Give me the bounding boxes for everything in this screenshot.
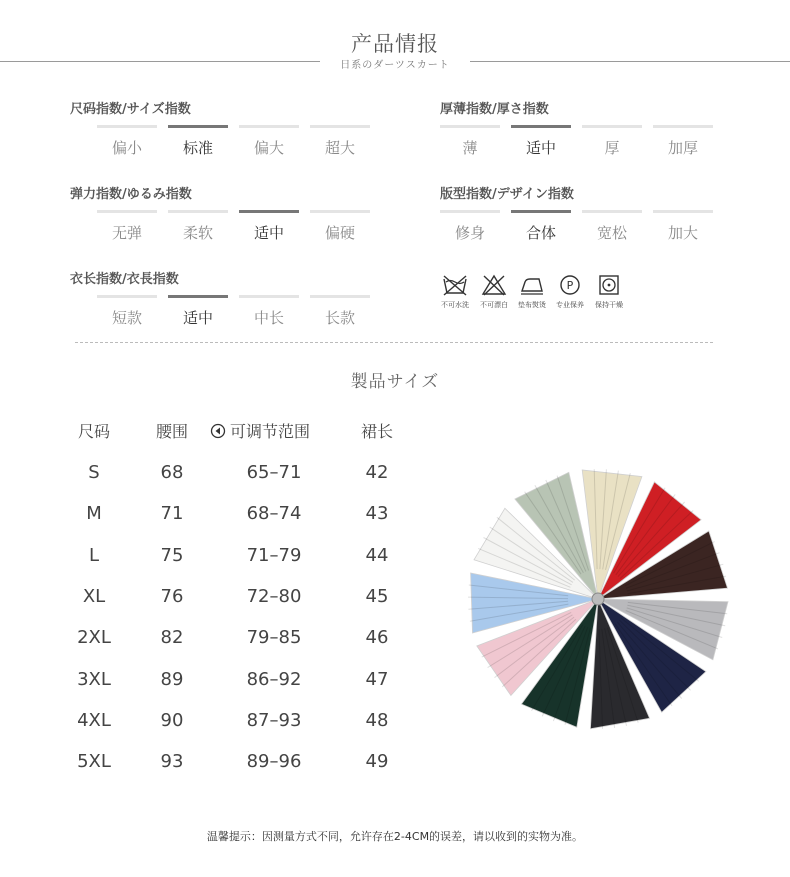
thickness-option-4 xyxy=(653,125,713,158)
option-label: 薄 xyxy=(462,139,478,157)
cell-adjust: 72–80 xyxy=(246,585,302,607)
cell-length: 44 xyxy=(365,544,389,566)
thickness-option-3 xyxy=(582,125,642,158)
option-label: 柔软 xyxy=(182,224,213,242)
care-label: 不可水洗 xyxy=(441,301,469,309)
care-label: 垫布熨烫 xyxy=(518,301,546,309)
cell-waist: 89 xyxy=(160,668,184,690)
option-bar xyxy=(168,125,228,128)
page-title: 产品情报 xyxy=(351,32,439,56)
cell-size: 2XL xyxy=(77,627,111,649)
cell-waist: 75 xyxy=(160,544,184,566)
elasticity-index-label: 弹力指数/ゆるみ指数 xyxy=(70,187,192,202)
svg-text:P: P xyxy=(566,279,574,292)
fit-index-label: 版型指数/デザイン指数 xyxy=(440,187,574,202)
length-index-label: 衣长指数/衣長指数 xyxy=(70,272,179,287)
header-adjust xyxy=(210,419,338,442)
cell-size: M xyxy=(86,503,102,525)
elasticity-option-4 xyxy=(310,210,370,243)
size-option-1 xyxy=(97,125,157,158)
option-label: 适中 xyxy=(525,139,556,157)
option-bar xyxy=(653,210,713,213)
length-option-2 xyxy=(168,295,228,328)
header-waist: 腰围 xyxy=(155,422,188,441)
no-machine-wash-icon xyxy=(442,274,468,296)
option-bar xyxy=(440,210,500,213)
option-bar xyxy=(239,295,299,298)
cell-size: XL xyxy=(82,585,106,607)
skirt-fan-image xyxy=(455,463,755,735)
cell-size: 3XL xyxy=(77,668,111,690)
option-bar xyxy=(310,210,370,213)
option-label: 修身 xyxy=(454,224,485,242)
option-bar xyxy=(239,210,299,213)
cell-length: 46 xyxy=(365,627,389,649)
option-bar xyxy=(97,125,157,128)
care-tumble-dry xyxy=(584,274,634,310)
option-label: 偏小 xyxy=(111,139,142,157)
cell-waist: 68 xyxy=(160,462,184,483)
option-bar xyxy=(511,125,571,128)
cell-length: 48 xyxy=(365,709,389,731)
cell-waist: 90 xyxy=(160,709,184,731)
option-label: 短款 xyxy=(111,309,142,327)
option-label: 偏硬 xyxy=(324,224,355,242)
care-label: 保持干燥 xyxy=(595,301,623,309)
iron-icon xyxy=(519,274,545,296)
option-bar xyxy=(582,210,642,213)
cell-size: 5XL xyxy=(77,751,111,773)
care-label: 不可漂白 xyxy=(480,301,508,309)
header-length: 裙长 xyxy=(360,422,393,441)
length-option-3 xyxy=(239,295,299,328)
option-label: 标准 xyxy=(182,139,213,157)
option-bar xyxy=(239,125,299,128)
size-option-4 xyxy=(310,125,370,158)
cell-length: 47 xyxy=(365,668,389,690)
option-label: 中长 xyxy=(253,309,284,327)
option-label: 加厚 xyxy=(667,139,698,157)
option-label: 无弹 xyxy=(111,224,142,242)
cell-adjust: 89–96 xyxy=(246,751,302,773)
cell-adjust: 86–92 xyxy=(246,668,302,690)
option-bar xyxy=(310,295,370,298)
option-bar xyxy=(168,295,228,298)
cell-adjust: 87–93 xyxy=(246,709,302,731)
tumble-dry-icon xyxy=(596,274,622,296)
option-label: 偏大 xyxy=(253,139,284,157)
elasticity-option-3 xyxy=(239,210,299,243)
cell-size: S xyxy=(88,462,100,483)
page-subtitle: 日系のダーツスカート xyxy=(340,60,450,71)
fit-option-1 xyxy=(440,210,500,243)
cell-waist: 93 xyxy=(160,751,184,773)
cell-waist: 71 xyxy=(160,503,184,525)
length-option-4 xyxy=(310,295,370,328)
elasticity-option-2 xyxy=(168,210,228,243)
fit-option-4 xyxy=(653,210,713,243)
size-option-3 xyxy=(239,125,299,158)
fit-option-3 xyxy=(582,210,642,243)
cell-waist: 76 xyxy=(160,585,184,607)
size-chart-title: 製品サイズ xyxy=(350,372,440,392)
cell-length: 45 xyxy=(365,585,389,607)
size-index-label: 尺码指数/サイズ指数 xyxy=(70,102,191,117)
care-label: 专业保养 xyxy=(556,301,584,309)
option-bar xyxy=(653,125,713,128)
fan-center-pin xyxy=(592,593,604,605)
no-bleach-icon xyxy=(481,274,507,296)
option-label: 厚 xyxy=(604,139,620,157)
option-label: 宽松 xyxy=(596,224,627,242)
measurement-note: 温馨提示：因测量方式不同，允许存在2-4CM的误差，请以收到的实物为准。 xyxy=(206,830,584,843)
thickness-option-1 xyxy=(440,125,500,158)
option-bar xyxy=(310,125,370,128)
option-bar xyxy=(97,295,157,298)
fit-option-2 xyxy=(511,210,571,243)
option-bar xyxy=(582,125,642,128)
cell-length: 49 xyxy=(365,751,389,773)
option-bar xyxy=(440,125,500,128)
length-option-1 xyxy=(97,295,157,328)
cell-adjust: 71–79 xyxy=(246,544,302,566)
option-label: 长款 xyxy=(324,309,355,327)
option-label: 适中 xyxy=(182,309,213,327)
cell-waist: 82 xyxy=(160,627,184,649)
cell-adjust: 65–71 xyxy=(246,462,302,483)
size-option-2 xyxy=(168,125,228,158)
header-size: 尺码 xyxy=(77,422,110,441)
cell-adjust: 68–74 xyxy=(246,503,302,525)
option-label: 加大 xyxy=(667,224,698,242)
option-bar xyxy=(511,210,571,213)
header-adjust-label: 可调节范围 xyxy=(230,422,311,441)
thickness-option-2 xyxy=(511,125,571,158)
arrow-left-circle-icon xyxy=(210,423,226,439)
section-divider xyxy=(75,342,713,343)
thickness-index-label: 厚薄指数/厚さ指数 xyxy=(440,102,549,117)
dry-clean-p-icon xyxy=(557,274,583,296)
option-bar xyxy=(168,210,228,213)
cell-length: 42 xyxy=(365,462,389,483)
cell-adjust: 79–85 xyxy=(246,627,302,649)
elasticity-option-1 xyxy=(97,210,157,243)
cell-size: 4XL xyxy=(77,709,111,731)
cell-length: 43 xyxy=(365,503,389,525)
option-bar xyxy=(97,210,157,213)
cell-size: L xyxy=(88,544,100,566)
option-label: 合体 xyxy=(525,224,556,242)
option-label: 适中 xyxy=(253,224,284,242)
option-label: 超大 xyxy=(324,139,355,157)
